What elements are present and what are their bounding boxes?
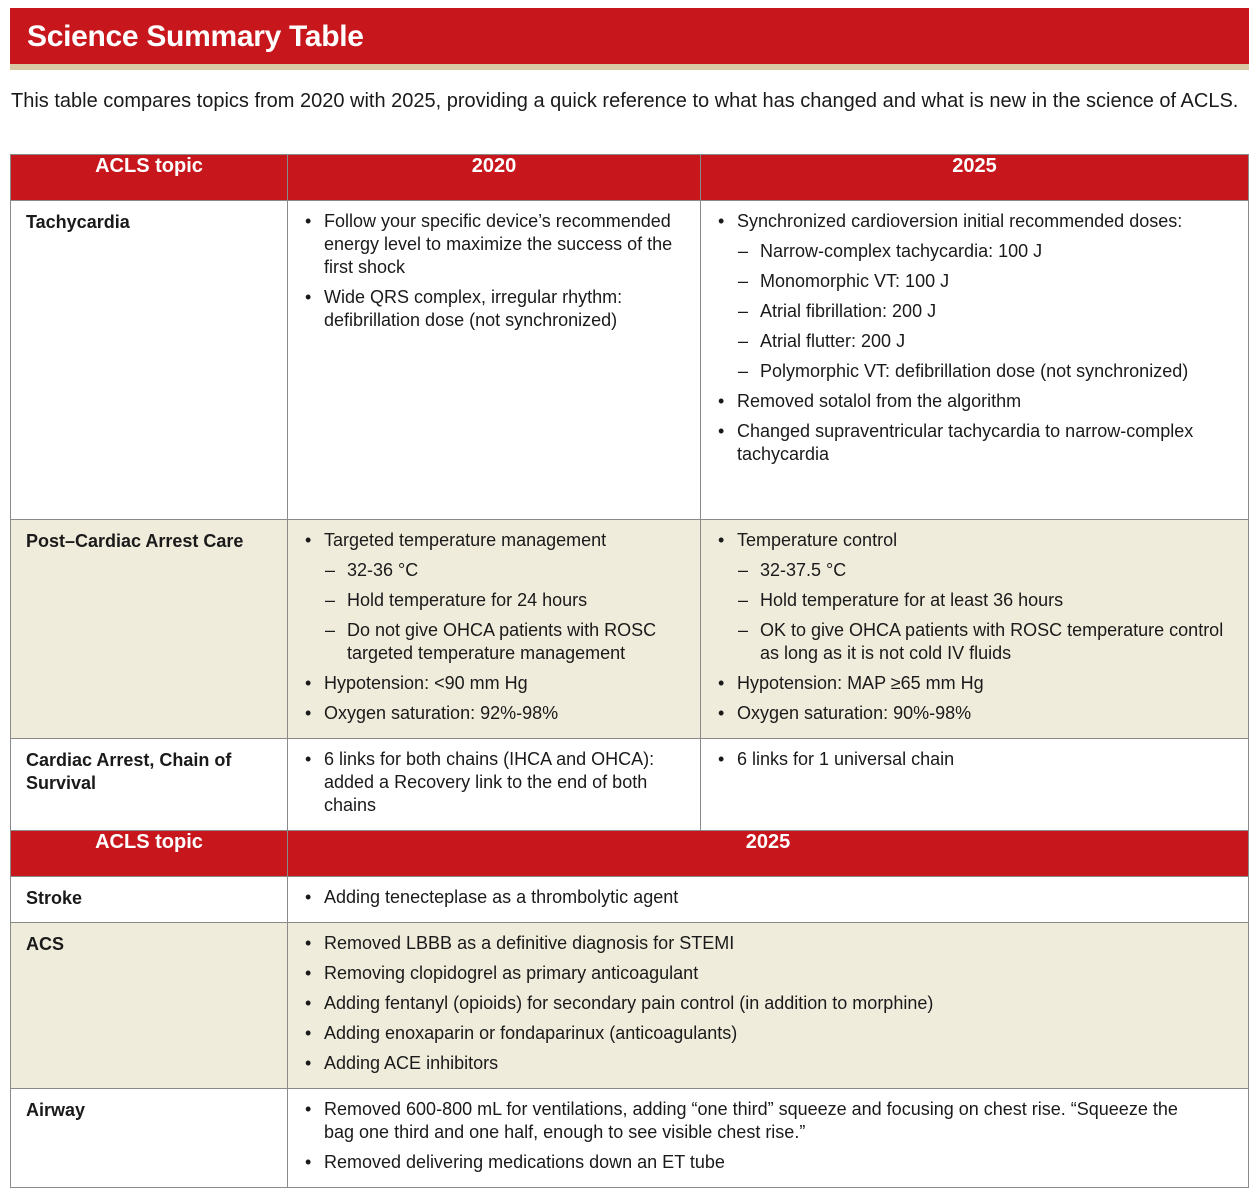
cell-2020 [288, 739, 701, 831]
bullet-item: • Oxygen saturation: 92%-98% [302, 702, 690, 725]
bullet-item: • Changed supraventricular tachycardia to narrow-complex tachycardia [715, 420, 1238, 466]
bullet-item: • 6 links for both chains (IHCA and OHCA): added a Recovery link to the end of both chains [302, 748, 690, 817]
topic-cell: Post–Cardiac Arrest Care [11, 520, 288, 739]
cell-2025 [701, 201, 1249, 520]
row-airway [11, 1089, 1249, 1188]
bullet-item: • Removed 600-800 mL for ventilations, adding “one third” squeeze and focusing on chest rise. “Squeeze the bag one third and one half, enough to see visible chest rise.” [302, 1098, 1238, 1144]
topic-cell: Cardiac Arrest, Chain of Survival [11, 739, 288, 831]
sub-bullet-item: – Hold temperature for 24 hours [302, 589, 690, 612]
bullet-item: • Oxygen saturation: 90%-98% [715, 702, 1238, 725]
sub-bullet-item: – Hold temperature for at least 36 hours [715, 589, 1238, 612]
table1-header-row [11, 155, 1249, 201]
bullet-item: • 6 links for 1 universal chain [715, 748, 1238, 771]
bullet-item: • Removing clopidogrel as primary anticoagulant [302, 962, 1238, 985]
table2-header-row [11, 831, 1249, 877]
topic-cell: ACS [11, 923, 288, 1089]
header-2025: 2025 [288, 831, 1249, 877]
bullet-item: • Removed sotalol from the algorithm [715, 390, 1238, 413]
row-acs [11, 923, 1249, 1089]
sub-bullet-item: – Do not give OHCA patients with ROSC targeted temperature management [302, 619, 690, 665]
bullet-item: • Synchronized cardioversion initial recommended doses: [715, 210, 1238, 233]
science-summary-table [10, 154, 1249, 1188]
bullet-item: • Adding tenecteplase as a thrombolytic agent [302, 886, 1238, 909]
cell-2020 [288, 520, 701, 739]
cell-2025 [701, 520, 1249, 739]
cell-2025 [288, 877, 1249, 923]
sub-bullet-item: – Polymorphic VT: defibrillation dose (not synchronized) [715, 360, 1238, 383]
bullet-item: • Adding fentanyl (opioids) for secondary pain control (in addition to morphine) [302, 992, 1238, 1015]
intro-paragraph: This table compares topics from 2020 with 2025, providing a quick reference to what has changed and what is new in the science of ACLS. [11, 90, 1239, 112]
sub-bullet-item: – Atrial flutter: 200 J [715, 330, 1238, 353]
header-2025: 2025 [701, 155, 1249, 201]
topic-cell: Tachycardia [11, 201, 288, 520]
page-title: Science Summary Table [27, 20, 364, 53]
bullet-item: • Removed delivering medications down an ET tube [302, 1151, 1238, 1174]
cell-2025 [701, 739, 1249, 831]
sub-bullet-item: – Atrial fibrillation: 200 J [715, 300, 1238, 323]
topic-cell: Airway [11, 1089, 288, 1188]
cell-2025 [288, 923, 1249, 1089]
bullet-item: • Removed LBBB as a definitive diagnosis for STEMI [302, 932, 1238, 955]
sub-bullet-item: – OK to give OHCA patients with ROSC temperature control as long as it is not cold IV fluids [715, 619, 1238, 665]
row-tachycardia [11, 201, 1249, 520]
bullet-item: • Follow your specific device’s recommended energy level to maximize the success of the first shock [302, 210, 690, 279]
cell-2020 [288, 201, 701, 520]
topic-cell: Stroke [11, 877, 288, 923]
title-underline [10, 64, 1249, 70]
bullet-item: • Hypotension: <90 mm Hg [302, 672, 690, 695]
title-banner [10, 8, 1249, 64]
bullet-item: • Wide QRS complex, irregular rhythm: defibrillation dose (not synchronized) [302, 286, 690, 332]
bullet-item: • Hypotension: MAP ≥65 mm Hg [715, 672, 1238, 695]
bullet-item: • Adding enoxaparin or fondaparinux (anticoagulants) [302, 1022, 1238, 1045]
sub-bullet-item: – 32-36 °C [302, 559, 690, 582]
bullet-item: • Adding ACE inhibitors [302, 1052, 1238, 1075]
row-stroke [11, 877, 1249, 923]
sub-bullet-item: – Monomorphic VT: 100 J [715, 270, 1238, 293]
bullet-item: • Temperature control [715, 529, 1238, 552]
header-2020: 2020 [288, 155, 701, 201]
row-chain-of-survival [11, 739, 1249, 831]
cell-2025 [288, 1089, 1249, 1188]
bullet-item: • Targeted temperature management [302, 529, 690, 552]
header-acls-topic: ACLS topic [11, 155, 288, 201]
header-acls-topic: ACLS topic [11, 831, 288, 877]
sub-bullet-item: – Narrow-complex tachycardia: 100 J [715, 240, 1238, 263]
row-post-cardiac-arrest-care [11, 520, 1249, 739]
sub-bullet-item: – 32-37.5 °C [715, 559, 1238, 582]
